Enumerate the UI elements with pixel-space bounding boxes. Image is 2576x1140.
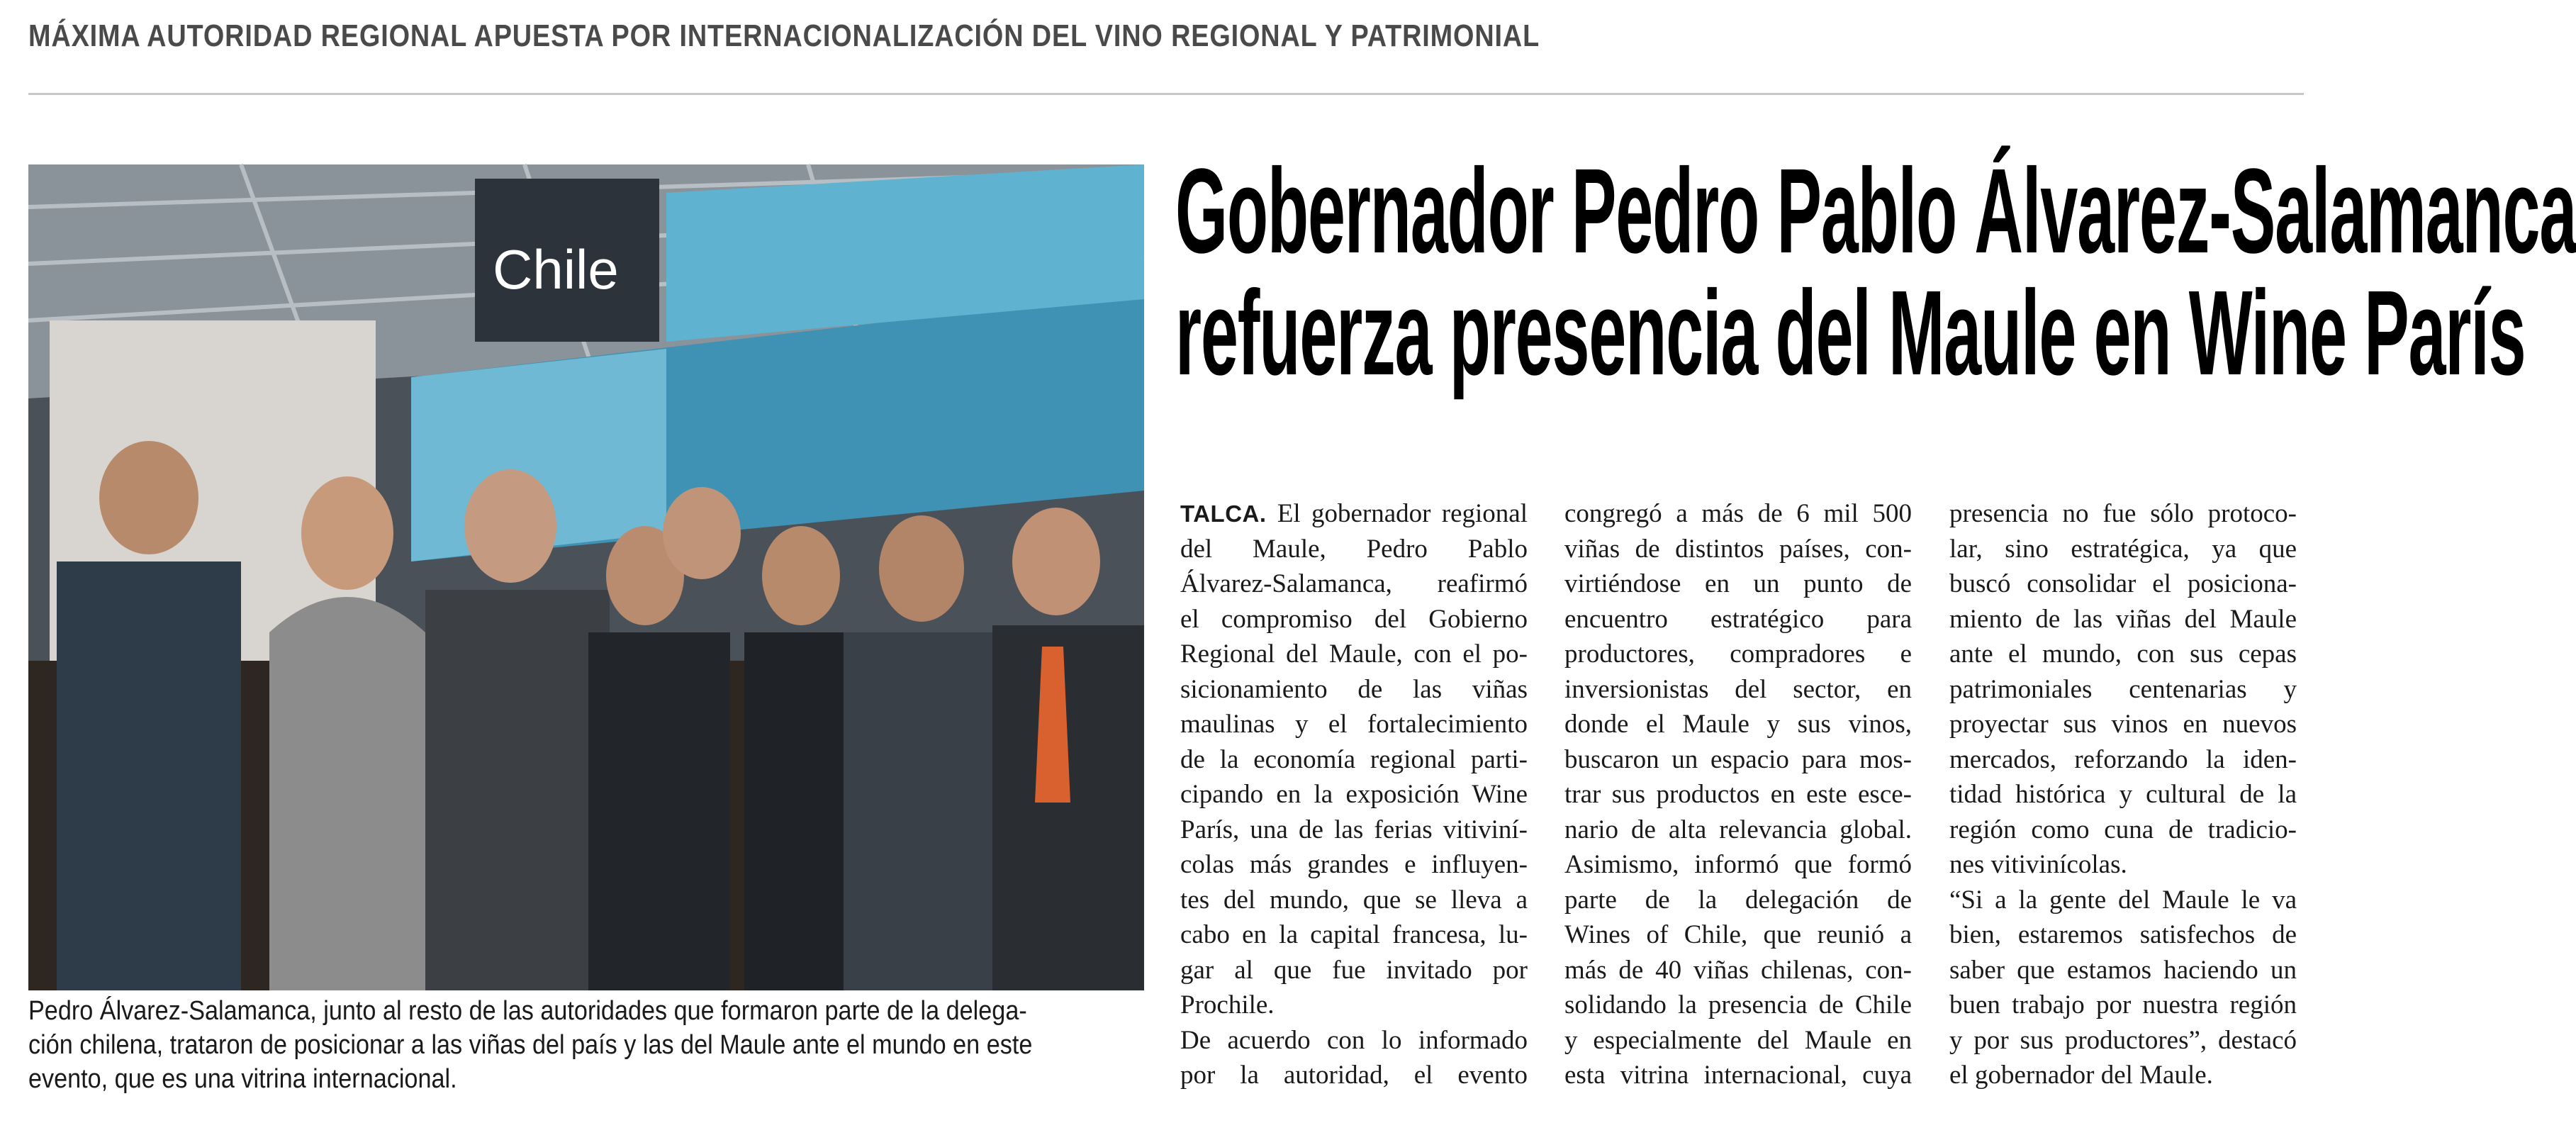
body-line: tes del mundo, que se lleva a (1180, 885, 1528, 915)
body-column-1 (1180, 496, 1528, 1093)
body-line: más de 40 viñas chilenas, con- (1564, 955, 1912, 985)
body-line: de la economía regional parti- (1180, 744, 1528, 774)
body-line: parte de la delegación de (1564, 885, 1912, 915)
body-line: Álvarez-Salamanca, reafirmó (1180, 569, 1528, 598)
body-line: saber que estamos haciendo un (1949, 955, 2297, 985)
body-line: donde el Maule y sus vinos, (1564, 710, 1912, 739)
body-line: De acuerdo con lo informado (1180, 1025, 1528, 1055)
body-line: nario de alta relevancia global. (1564, 815, 1912, 844)
body-column-3 (1949, 496, 2297, 1093)
headline-line: refuerza presencia del Maule en Wine París (1175, 266, 2526, 401)
body-line: encuentro estratégico para (1564, 604, 1912, 634)
body-line: París, una de las ferias vitiviní- (1180, 815, 1528, 844)
body-line: lar, sino estratégica, ya que (1949, 534, 2297, 564)
body-line: trar sus productos en este esce- (1564, 780, 1912, 809)
body-line: región como cuna de tradicio- (1949, 815, 2297, 844)
body-line: patrimoniales centenarias y (1949, 674, 2297, 704)
body-line: el gobernador del Maule. (1949, 1061, 2213, 1090)
body-line: presencia no fue sólo protoco- (1949, 499, 2297, 528)
body-line: sicionamiento de las viñas (1180, 674, 1528, 704)
body-line: Regional del Maule, con el po- (1180, 639, 1528, 669)
body-line: proyectar sus vinos en nuevos (1949, 710, 2297, 739)
body-line: viñas de distintos países, con- (1564, 534, 1912, 564)
caption-line: Pedro Álvarez-Salamanca, junto al resto de las autoridades que formaron parte de la delega- (28, 996, 1027, 1026)
body-line: esta vitrina internacional, cuya (1564, 1061, 1912, 1090)
dateline: TALCA. (1180, 501, 1267, 527)
body-line: buen trabajo por nuestra región (1949, 990, 2297, 1019)
section-kicker: MÁXIMA AUTORIDAD REGIONAL APUESTA POR INTERNACIONALIZACIÓN DEL VINO REGIONAL Y PATRIMONIAL (28, 18, 1540, 53)
body-line: “Si a la gente del Maule le va (1949, 885, 2297, 915)
body-line: Prochile. (1180, 990, 1275, 1019)
body-line: por la autoridad, el evento (1180, 1061, 1528, 1090)
body-line: miento de las viñas del Maule (1949, 604, 2297, 634)
body-line: cipando en la exposición Wine (1180, 780, 1528, 809)
body-line: congregó a más de 6 mil 500 (1564, 499, 1912, 528)
body-line: del Maule, Pedro Pablo (1180, 534, 1528, 564)
chile-sign-text: Chile (493, 238, 619, 301)
body-line: tidad histórica y cultural de la (1949, 780, 2297, 809)
body-line: ante el mundo, con sus cepas (1949, 639, 2297, 669)
body-line: el compromiso del Gobierno (1180, 604, 1528, 634)
body-line: gar al que fue invitado por (1180, 955, 1528, 985)
body-line: solidando la presencia de Chile (1564, 990, 1912, 1019)
body-line: maulinas y el fortalecimiento (1180, 710, 1528, 739)
headline (1175, 144, 2576, 401)
body-column-2 (1564, 496, 1912, 1093)
body-line: nes vitivinícolas. (1949, 850, 2127, 879)
body-line: inversionistas del sector, en (1564, 674, 1912, 704)
body-line: y especialmente del Maule en (1564, 1025, 1912, 1055)
body-line: Asimismo, informó que formó (1564, 850, 1912, 879)
body-line: y por sus productores”, destacó (1949, 1025, 2297, 1055)
body-line: bien, estaremos satisfechos de (1949, 920, 2297, 949)
article-photo (28, 164, 1144, 990)
body-line: TALCA. El gobernador regional (1180, 499, 1528, 528)
caption-line: evento, que es una vitrina internacional. (28, 1064, 457, 1094)
photo-caption (28, 994, 1163, 1096)
body-line: cabo en la capital francesa, lu- (1180, 920, 1528, 949)
body-line: mercados, reforzando la iden- (1949, 744, 2297, 774)
header-divider (28, 93, 2304, 95)
body-line: colas más grandes e influyen- (1180, 850, 1528, 879)
body-line: productores, compradores e (1564, 639, 1912, 669)
body-line: virtiéndose en un punto de (1564, 569, 1912, 598)
body-line: Wines of Chile, que reunió a (1564, 920, 1912, 949)
headline-line: Gobernador Pedro Pablo Álvarez-Salamanca (1175, 144, 2576, 279)
body-line: buscaron un espacio para mos- (1564, 744, 1912, 774)
caption-line: ción chilena, trataron de posicionar a las viñas del país y las del Maule ante el mundo en este (28, 1030, 1033, 1060)
body-line: buscó consolidar el posiciona- (1949, 569, 2297, 598)
